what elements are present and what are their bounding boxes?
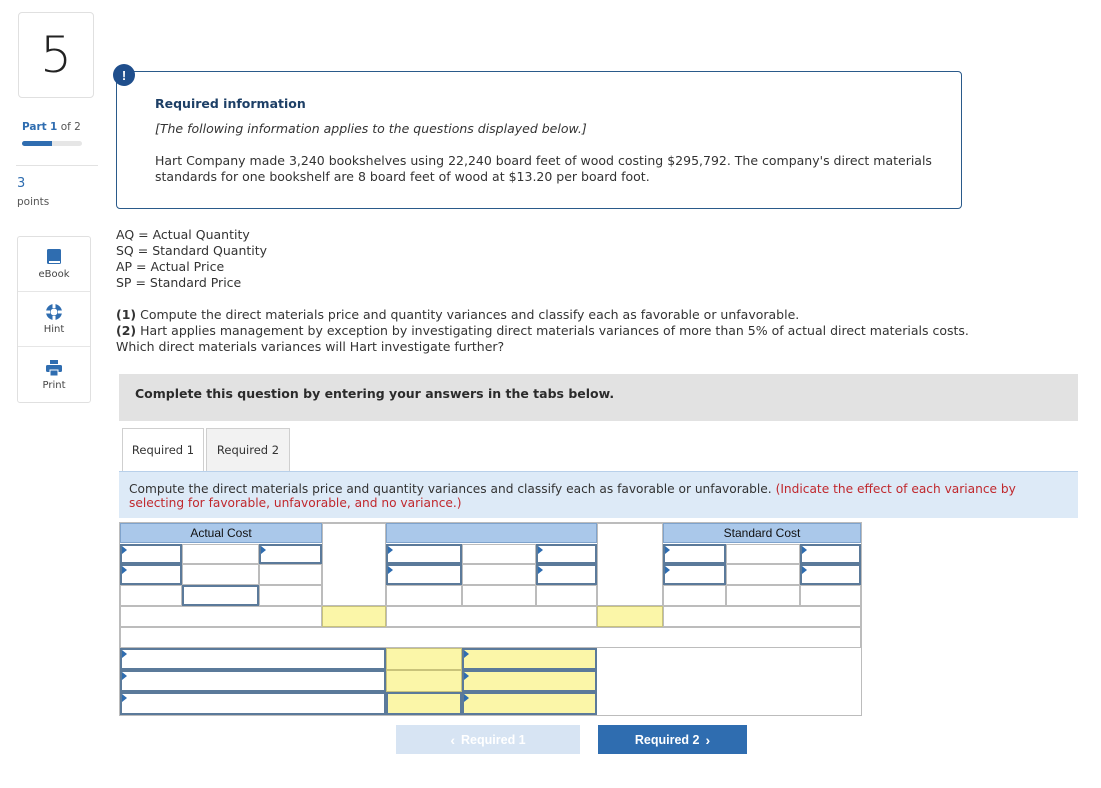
chevron-left-icon: ‹: [450, 731, 456, 748]
part-progress-bar: [22, 141, 82, 146]
input-ap-value-r1[interactable]: [259, 544, 322, 564]
definition-ap: AP = Actual Price: [116, 259, 225, 274]
dropdown-marker-icon: [388, 546, 393, 554]
variance-amount-r3[interactable]: [386, 692, 462, 715]
variance-effect-r3[interactable]: [462, 692, 597, 715]
dropdown-marker-icon: [802, 566, 807, 574]
part-progress-fill: [22, 141, 52, 146]
part-indicator: [22, 121, 81, 133]
input-sp-total[interactable]: [800, 585, 861, 606]
row-3-left-blank: [120, 606, 322, 627]
points-value: 3: [17, 176, 26, 191]
header-middle: [386, 523, 597, 543]
dropdown-marker-icon: [464, 694, 469, 702]
input-aq-label-r2[interactable]: [120, 564, 182, 585]
complete-banner: [119, 374, 1078, 421]
spacer-col-1: [322, 523, 386, 606]
dropdown-marker-icon: [464, 650, 469, 658]
instruction-1: [116, 307, 1076, 323]
definition-sq: SQ = Standard Quantity: [116, 243, 268, 258]
tab-required-1[interactable]: Required 1: [122, 428, 204, 472]
input-sq-value-r2[interactable]: [726, 564, 800, 585]
required-info-body: Hart Company made 3,240 bookshelves using 22,240 board feet of wood costing $295,792. The company's direct materials standards for one bookshelf are 8 board feet of wood at $13.20 per board foot.: [155, 153, 932, 184]
variance-amount-r1[interactable]: [386, 648, 462, 670]
dropdown-marker-icon: [538, 566, 543, 574]
hint-button[interactable]: [18, 292, 90, 347]
life-ring-icon: [45, 303, 63, 321]
input-aq-total[interactable]: [182, 585, 259, 606]
book-icon: [45, 248, 63, 266]
instruction-2-text: Hart applies management by exception by investigating direct materials variances of more than 5% of actual direct materials costs.: [136, 323, 969, 338]
input-aq-label-r1[interactable]: [120, 544, 182, 564]
input-aq-total-label[interactable]: [120, 585, 182, 606]
variance-amount-r2[interactable]: [386, 670, 462, 692]
input-sq-total[interactable]: [726, 585, 800, 606]
question-number: 5: [40, 26, 72, 84]
dropdown-marker-icon: [388, 566, 393, 574]
header-standard-cost: Standard Cost: [663, 523, 861, 543]
input-sq-label-r1[interactable]: [663, 544, 726, 564]
variance-label-r1[interactable]: [120, 648, 386, 670]
prompt-text: [129, 482, 1069, 510]
input-aq-value-r2[interactable]: [182, 564, 259, 585]
variance-effect-r2[interactable]: [462, 670, 597, 692]
instruction-3: Which direct materials variances will Hart investigate further?: [116, 339, 505, 354]
ebook-button[interactable]: [18, 237, 90, 292]
dropdown-marker-icon: [122, 672, 127, 680]
instructions: [116, 307, 1076, 355]
question-number-box: [18, 12, 94, 98]
input-sq-total-label[interactable]: [663, 585, 726, 606]
dropdown-marker-icon: [122, 650, 127, 658]
print-label: Print: [42, 379, 66, 391]
input-mid-price-r1[interactable]: [536, 544, 597, 564]
prompt-red-note: (Indicate the effect of each variance by selecting for favorable, unfavorable, and no variance.): [129, 482, 1016, 510]
dropdown-marker-icon: [665, 546, 670, 554]
dropdown-marker-icon: [122, 546, 127, 554]
prompt-bar: [119, 471, 1078, 518]
input-mid-total-label[interactable]: [386, 585, 462, 606]
required-info-box: [116, 71, 962, 209]
variance-label-r3[interactable]: [120, 692, 386, 715]
variance-label-r2[interactable]: [120, 670, 386, 692]
definition-aq: AQ = Actual Quantity: [116, 227, 250, 242]
prev-required-button[interactable]: [396, 725, 580, 754]
input-sq-label-r2[interactable]: [663, 564, 726, 585]
input-mid-label-r2[interactable]: [386, 564, 462, 585]
part-of: of 2: [60, 121, 81, 133]
input-sp-value-r1[interactable]: [800, 544, 861, 564]
instruction-1-num: (1): [116, 307, 137, 322]
input-mid-total[interactable]: [462, 585, 536, 606]
next-required-button[interactable]: [598, 725, 747, 754]
part-prefix: Part: [22, 121, 47, 133]
dropdown-marker-icon: [261, 546, 266, 554]
points-label: points: [17, 196, 50, 208]
input-mid-label-r1[interactable]: [386, 544, 462, 564]
prev-required-label: Required 1: [461, 732, 526, 747]
header-actual-cost: Actual Cost: [120, 523, 322, 543]
required-info-title: Required information: [155, 96, 306, 111]
ebook-label: eBook: [38, 269, 70, 280]
instruction-2: [116, 323, 1076, 339]
input-mid-price-r2[interactable]: [536, 564, 597, 585]
price-variance-input[interactable]: [322, 606, 386, 627]
tools-panel: [17, 236, 91, 403]
dropdown-marker-icon: [464, 672, 469, 680]
quantity-variance-input[interactable]: [597, 606, 663, 627]
dropdown-marker-icon: [665, 566, 670, 574]
row-3-mid-blank: [386, 606, 597, 627]
input-mid-value-r2[interactable]: [462, 564, 536, 585]
required-info-subtitle: [The following information applies to the questions displayed below.]: [155, 121, 587, 136]
complete-text: Complete this question by entering your answers in the tabs below.: [135, 386, 615, 401]
rail-divider: [16, 165, 98, 166]
dropdown-marker-icon: [122, 694, 127, 702]
definitions-list: [116, 227, 267, 291]
dropdown-marker-icon: [538, 546, 543, 554]
row-3-right-blank: [663, 606, 861, 627]
input-sp-value-r2[interactable]: [800, 564, 861, 585]
input-ap-total[interactable]: [259, 585, 322, 606]
prompt-main: Compute the direct materials price and quantity variances and classify each as favorable or unfavorable.: [129, 482, 776, 496]
spacer-col-2: [597, 523, 663, 606]
tab-required-2[interactable]: Required 2: [206, 428, 290, 472]
separator-row: [120, 627, 861, 648]
dropdown-marker-icon: [802, 546, 807, 554]
chevron-right-icon: ›: [705, 731, 711, 748]
input-sq-value-r1[interactable]: [726, 544, 800, 564]
input-aq-value-r1[interactable]: [182, 544, 259, 564]
part-current: 1: [50, 121, 58, 133]
input-mid-value-r1[interactable]: [462, 544, 536, 564]
input-mid-total-2[interactable]: [536, 585, 597, 606]
instruction-1-text: Compute the direct materials price and quantity variances and classify each as favorable or unfavorable.: [136, 307, 800, 322]
print-button[interactable]: [18, 347, 90, 402]
input-ap-value-r2[interactable]: [259, 564, 322, 585]
definition-sp: SP = Standard Price: [116, 275, 242, 290]
dropdown-marker-icon: [122, 566, 127, 574]
next-required-label: Required 2: [634, 732, 700, 747]
variance-effect-r1[interactable]: [462, 648, 597, 670]
instruction-2-num: (2): [116, 323, 137, 338]
alert-icon: !: [113, 64, 135, 86]
printer-icon: [45, 359, 63, 377]
hint-label: Hint: [43, 324, 65, 335]
